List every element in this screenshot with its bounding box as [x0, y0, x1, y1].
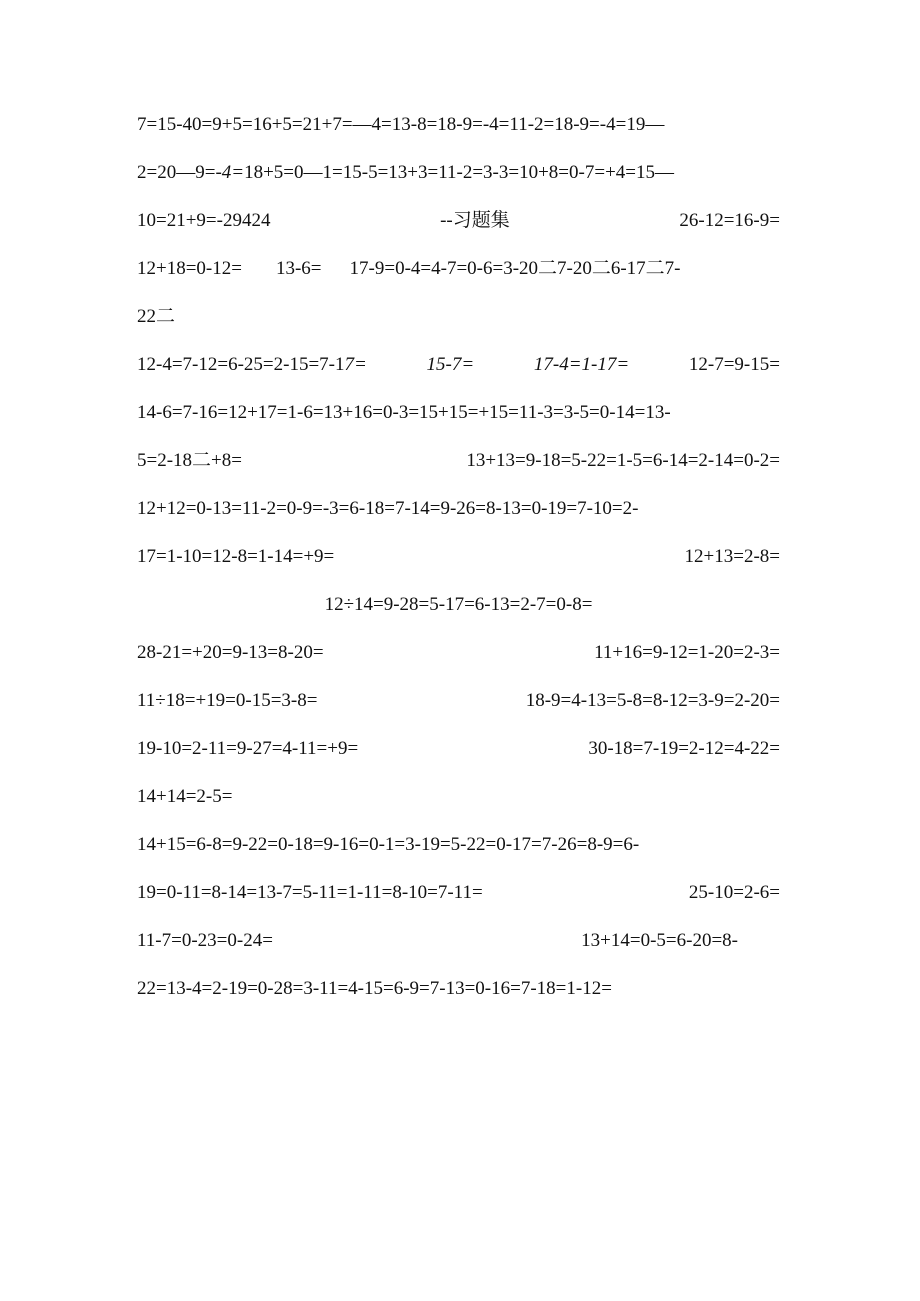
exercise-text: 11+16=9-12=1-20=2-3= — [594, 642, 780, 663]
exercise-text-italic: -4= — [215, 162, 245, 183]
exercise-text: 22二 — [137, 306, 176, 327]
exercise-text: 2=20—9= — [137, 162, 216, 183]
exercise-text: 28-21=+20=9-13=8-20= — [137, 642, 324, 663]
exercise-line — [137, 203, 780, 251]
exercise-set-label: --习题集 — [440, 210, 510, 231]
exercise-line — [137, 683, 780, 731]
exercise-text: 7=15-40=9+5=16+5=21+7=—4=13-8=18-9=-4=11-2=18-9=-4=19— — [137, 114, 665, 135]
exercise-text-italic: 17-4=1-17= — [533, 354, 630, 375]
exercise-line — [137, 491, 780, 539]
exercise-line — [137, 779, 780, 827]
exercise-text: 22=13-4=2-19=0-28=3-11=4-15=6-9=7-13=0-16=7-18=1-12= — [137, 978, 612, 999]
exercise-text: 26-12=16-9= — [679, 210, 780, 231]
exercise-text-block — [137, 107, 780, 1019]
exercise-line — [137, 155, 780, 203]
exercise-line — [137, 443, 780, 491]
exercise-line — [137, 251, 780, 299]
exercise-text: 11-7=0-23=0-24= — [137, 930, 273, 951]
exercise-text — [137, 347, 367, 383]
exercise-text: 13+13=9-18=5-22=1-5=6-14=2-14=0-2= — [466, 450, 780, 471]
exercise-text: 13-6= — [275, 258, 322, 279]
exercise-line — [137, 299, 780, 347]
exercise-line — [137, 875, 780, 923]
exercise-line — [137, 923, 780, 971]
exercise-line — [137, 827, 780, 875]
exercise-line — [137, 635, 780, 683]
exercise-text-part: 12-4=7-12=6-25=2-15=7-1 — [137, 354, 345, 375]
exercise-line — [137, 971, 780, 1019]
exercise-line — [137, 347, 780, 395]
exercise-text: 12+13=2-8= — [684, 546, 780, 567]
exercise-text: 19=0-11=8-14=13-7=5-11=1-11=8-10=7-11= — [137, 882, 483, 903]
exercise-line — [137, 731, 780, 779]
exercise-text: 14+14=2-5= — [137, 786, 233, 807]
exercise-text: 19-10=2-11=9-27=4-11=+9= — [137, 738, 359, 759]
exercise-line — [137, 539, 780, 587]
exercise-text: 14-6=7-16=12+17=1-6=13+16=0-3=15+15=+15=11-3=3-5=0-14=13- — [137, 402, 671, 423]
exercise-text: 13+14=0-5=6-20=8- — [581, 930, 738, 951]
exercise-text-italic: 7= — [344, 354, 367, 375]
exercise-line — [137, 587, 780, 635]
exercise-text: 5=2-18二+8= — [137, 450, 242, 471]
exercise-text: 18-9=4-13=5-8=8-12=3-9=2-20= — [525, 690, 780, 711]
exercise-text: 12+18=0-12= — [137, 258, 242, 279]
exercise-line — [137, 107, 780, 155]
exercise-text: 10=21+9=-29424 — [137, 210, 271, 231]
exercise-text: 30-18=7-19=2-12=4-22= — [588, 738, 780, 759]
exercise-text: 25-10=2-6= — [688, 882, 780, 903]
exercise-text: 14+15=6-8=9-22=0-18=9-16=0-1=3-19=5-22=0-17=7-26=8-9=6- — [137, 834, 640, 855]
exercise-text: 12-7=9-15= — [688, 354, 780, 375]
exercise-text: 17-9=0-4=4-7=0-6=3-20二7-20二6-17二7- — [349, 258, 681, 279]
exercise-text: 12+12=0-13=11-2=0-9=-3=6-18=7-14=9-26=8-13=0-19=7-10=2- — [137, 498, 639, 519]
exercise-text: 18+5=0—1=15-5=13+3=11-2=3-3=10+8=0-7=+4=15— — [244, 162, 674, 183]
exercise-text: 17=1-10=12-8=1-14=+9= — [137, 546, 335, 567]
exercise-text: 11÷18=+19=0-15=3-8= — [137, 690, 318, 711]
exercise-line — [137, 395, 780, 443]
exercise-text-italic: 15-7= — [426, 354, 475, 375]
exercise-text: 12÷14=9-28=5-17=6-13=2-7=0-8= — [324, 594, 593, 615]
